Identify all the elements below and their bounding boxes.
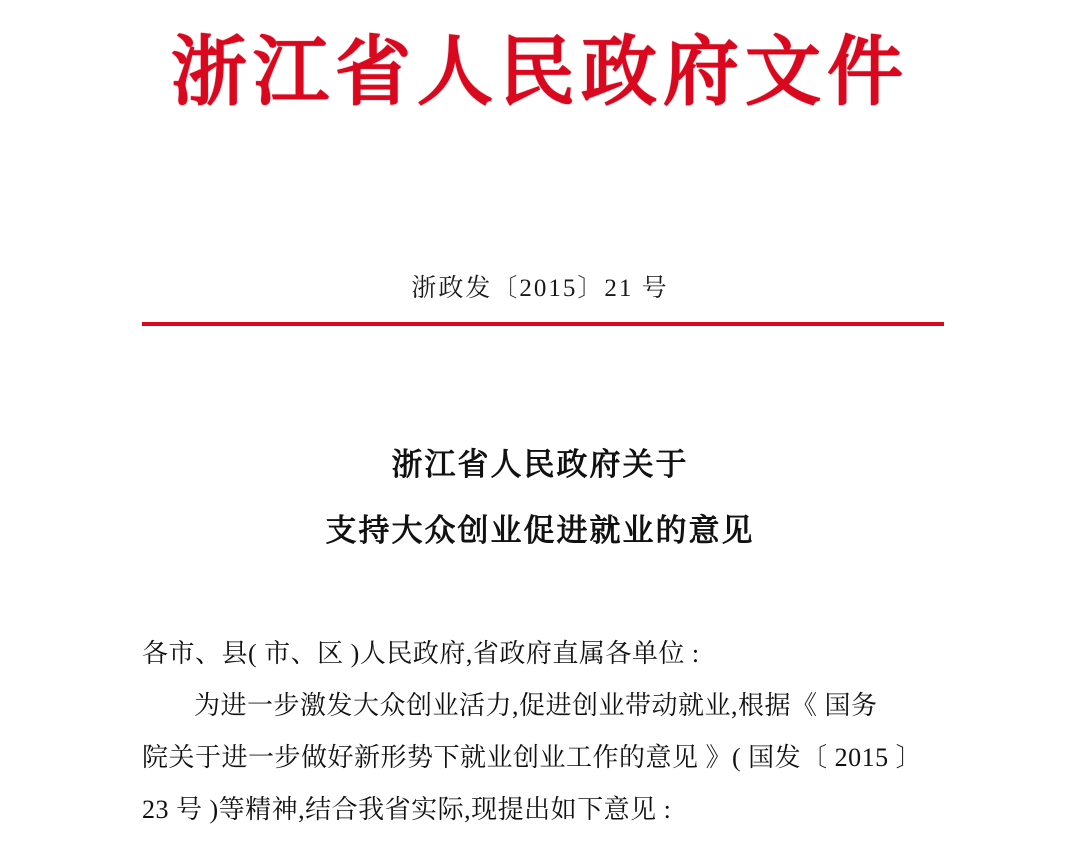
body-line-1: 为进一步激发大众创业活力,促进创业带动就业,根据《 国务 xyxy=(194,691,878,720)
document-title xyxy=(0,432,1080,564)
red-divider-rule xyxy=(142,322,944,326)
masthead xyxy=(0,27,1080,116)
title-line-2: 支持大众创业促进就业的意见 xyxy=(325,513,755,549)
masthead-title: 浙江省人民政府文件 xyxy=(171,27,909,116)
body-line-2: 院关于进一步做好新形势下就业创业工作的意见 》( 国发〔 2015 〕 xyxy=(142,743,923,772)
body-line-3: 23 号 )等精神,结合我省实际,现提出如下意见 : xyxy=(142,795,672,824)
salutation: 各市、县( 市、区 )人民政府,省政府直属各单位 : xyxy=(142,639,700,668)
title-line-1: 浙江省人民政府关于 xyxy=(391,447,689,483)
document-number: 浙政发〔2015〕21 号 xyxy=(411,275,669,302)
document-body xyxy=(142,628,946,836)
